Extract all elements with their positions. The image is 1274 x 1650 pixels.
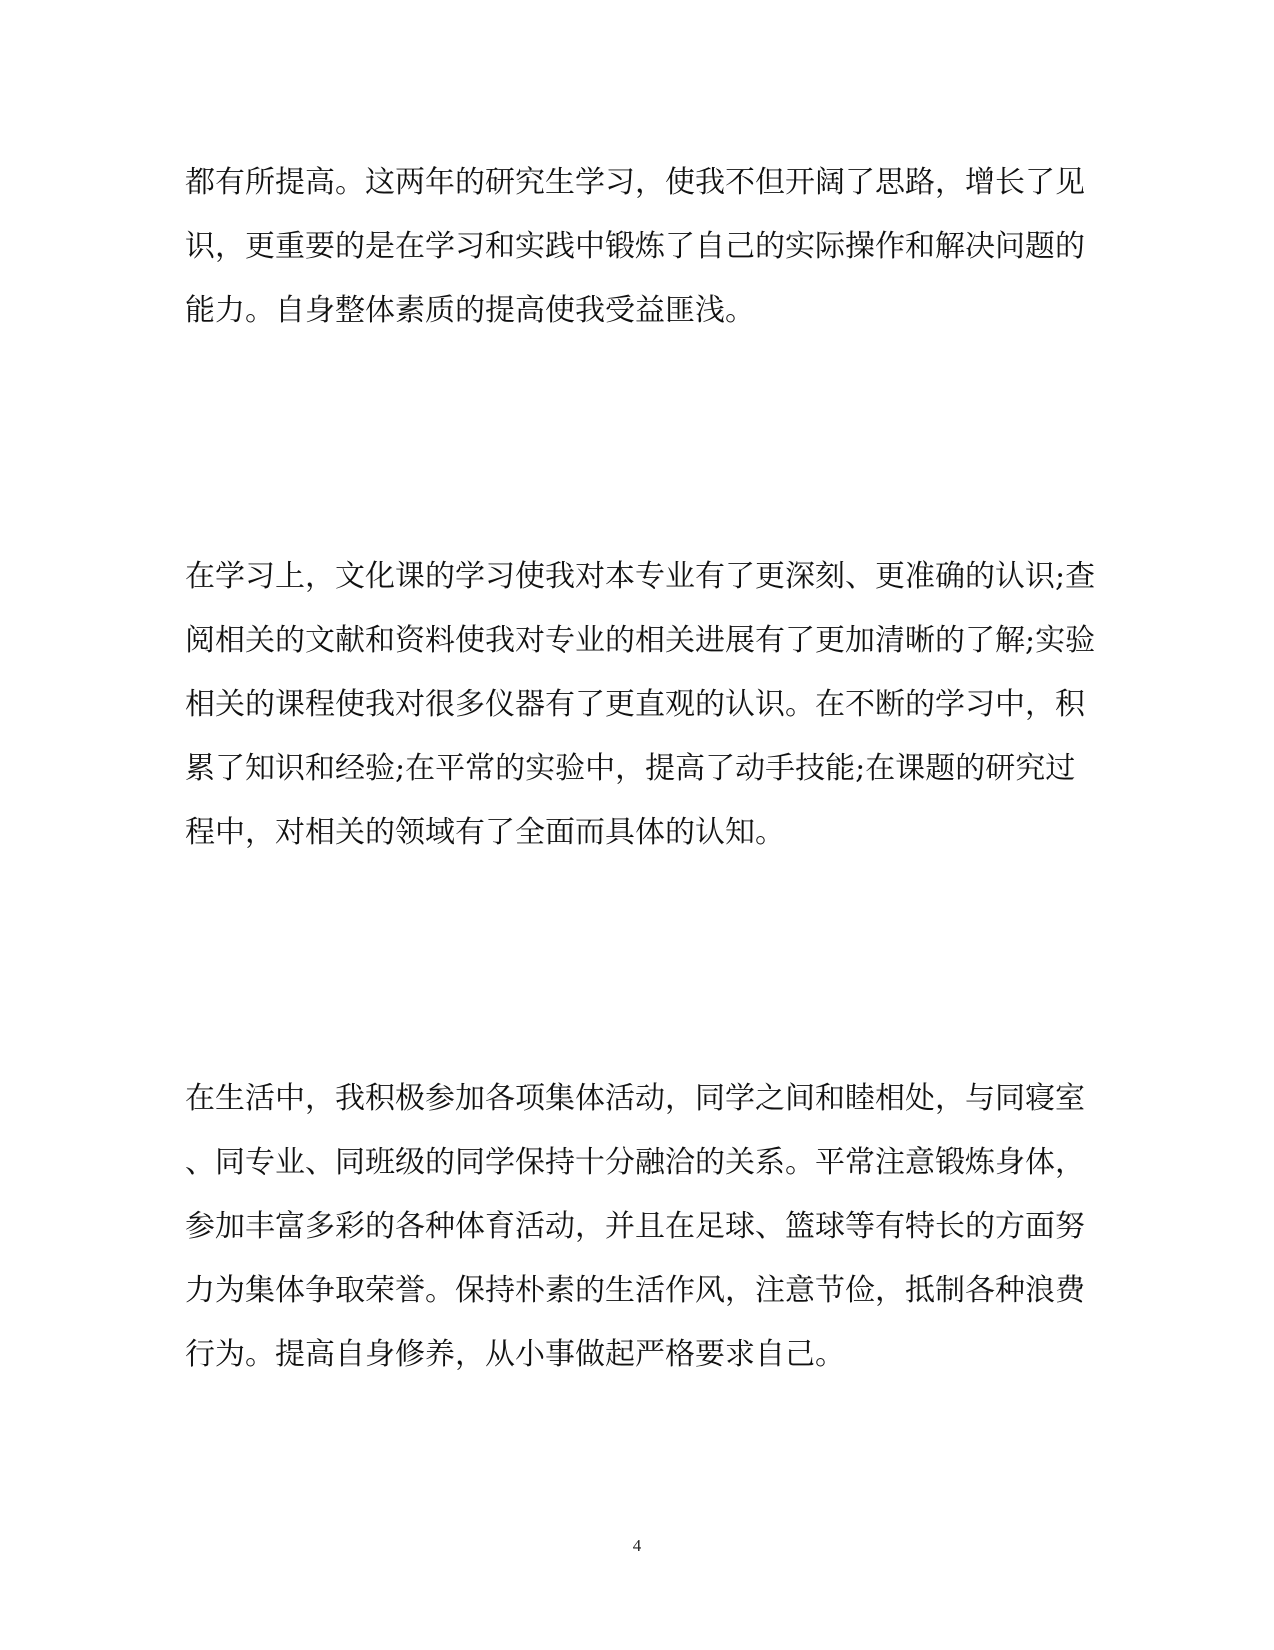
paragraph-3-line-2: 、同专业、同班级的同学保持十分融洽的关系。平常注意锻炼身体， [185,1145,1085,1180]
paragraph-3-line-3: 参加丰富多彩的各种体育活动，并且在足球、篮球等有特长的方面努 [185,1209,1085,1244]
paragraph-2-line-2: 阅相关的文献和资料使我对专业的相关进展有了更加清晰的了解;实验 [185,623,1096,658]
paragraph-1-line-2: 识，更重要的是在学习和实践中锻炼了自己的实际操作和解决问题的 [185,229,1085,264]
paragraph-1-line-3: 能力。自身整体素质的提高使我受益匪浅。 [185,293,755,328]
paragraph-2-line-3: 相关的课程使我对很多仪器有了更直观的认识。在不断的学习中，积 [185,687,1085,722]
paragraph-3-line-1: 在生活中，我积极参加各项集体活动，同学之间和睦相处，与同寝室 [185,1081,1085,1116]
paragraph-3-line-5: 行为。提高自身修养，从小事做起严格要求自己。 [185,1337,845,1372]
paragraph-2-line-4: 累了知识和经验;在平常的实验中，提高了动手技能;在课题的研究过 [185,751,1076,786]
page-number: 4 [632,1536,642,1555]
paragraph-3-line-4: 力为集体争取荣誉。保持朴素的生活作风，注意节俭，抵制各种浪费 [185,1273,1085,1308]
paragraph-2-line-1: 在学习上，文化课的学习使我对本专业有了更深刻、更准确的认识;查 [185,559,1096,594]
paragraph-2-line-5: 程中，对相关的领域有了全面而具体的认知。 [185,815,785,850]
paragraph-1-line-1: 都有所提高。这两年的研究生学习，使我不但开阔了思路，增长了见 [185,165,1085,200]
